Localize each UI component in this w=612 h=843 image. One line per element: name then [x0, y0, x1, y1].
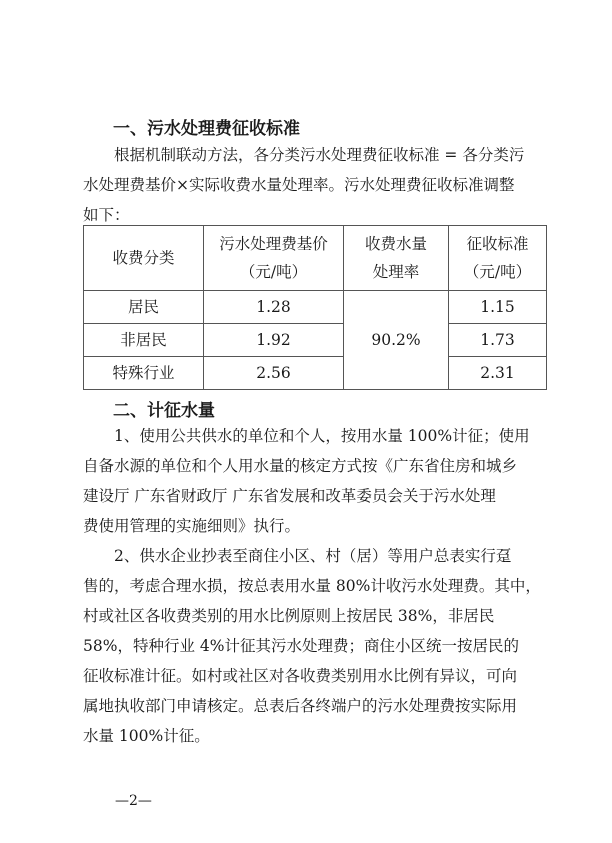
- text-line: 水量 100%计征。: [83, 727, 210, 745]
- text-line: 2、供水企业抄表至商住小区、村（居）等用户总表实行趸: [114, 547, 512, 565]
- table-row: [84, 357, 547, 390]
- fee-standard-table: [83, 225, 547, 390]
- text-line: 费使用管理的实施细则》执行。: [83, 517, 301, 535]
- cell-standard: 1.15: [449, 291, 547, 324]
- cell-category: 非居民: [84, 324, 204, 357]
- text-line: 1、使用公共供水的单位和个人，按用水量 100%计征；使用: [114, 427, 530, 445]
- section-1-intro: [83, 140, 543, 230]
- header-standard-line2: （元/吨）: [463, 263, 532, 281]
- text-line: 根据机制联动方法，各分类污水处理费征收标准 = 各分类污: [114, 146, 525, 164]
- text-line: 58%，特种行业 4%计征其污水处理费；商住小区统一按居民的: [83, 637, 519, 655]
- header-base-price-line1: 污水处理费基价: [219, 235, 328, 253]
- table-row: [84, 324, 547, 357]
- text-line: 村或社区各收费类别的用水比例原则上按居民 38%，非居民: [83, 607, 495, 625]
- section-2-heading: 二、计征水量: [113, 401, 215, 421]
- section-1-heading: 一、污水处理费征收标准: [113, 119, 300, 139]
- header-category: 收费分类: [84, 226, 204, 291]
- header-rate-line2: 处理率: [372, 263, 420, 281]
- table-row: [84, 291, 547, 324]
- header-standard-line1: 征收标准: [466, 235, 529, 253]
- header-standard: [449, 226, 547, 291]
- header-rate-line1: 收费水量: [364, 235, 427, 253]
- header-rate: [344, 226, 449, 291]
- cell-category: 居民: [84, 291, 204, 324]
- text-line: 属地执收部门申请核定。总表后各终端户的污水处理费按实际用: [83, 697, 518, 715]
- cell-shared-rate: 90.2%: [344, 291, 449, 390]
- section-2-paragraph-1: [83, 421, 543, 541]
- text-line: 建设厅 广东省财政厅 广东省发展和改革委员会关于污水处理: [83, 487, 496, 505]
- table-header-row: [84, 226, 547, 291]
- text-line: 水处理费基价×实际收费水量处理率。污水处理费征收标准调整: [83, 176, 515, 194]
- text-line: 征收标准计征。如村或社区对各收费类别用水比例有异议，可向: [83, 667, 518, 685]
- cell-base-price: 1.28: [204, 291, 344, 324]
- section-2-paragraph-2: [83, 541, 543, 751]
- page-number: —2—: [115, 793, 152, 809]
- text-line: 自备水源的单位和个人用水量的核定方式按《广东省住房和城乡: [83, 457, 518, 475]
- text-line: 售的，考虑合理水损，按总表用水量 80%计收污水处理费。其中，: [83, 577, 541, 595]
- header-base-price-line2: （元/吨）: [239, 263, 308, 281]
- text-line: 如下：: [83, 206, 130, 224]
- cell-category: 特殊行业: [84, 357, 204, 390]
- header-base-price: [204, 226, 344, 291]
- cell-standard: 1.73: [449, 324, 547, 357]
- cell-base-price: 2.56: [204, 357, 344, 390]
- cell-standard: 2.31: [449, 357, 547, 390]
- cell-base-price: 1.92: [204, 324, 344, 357]
